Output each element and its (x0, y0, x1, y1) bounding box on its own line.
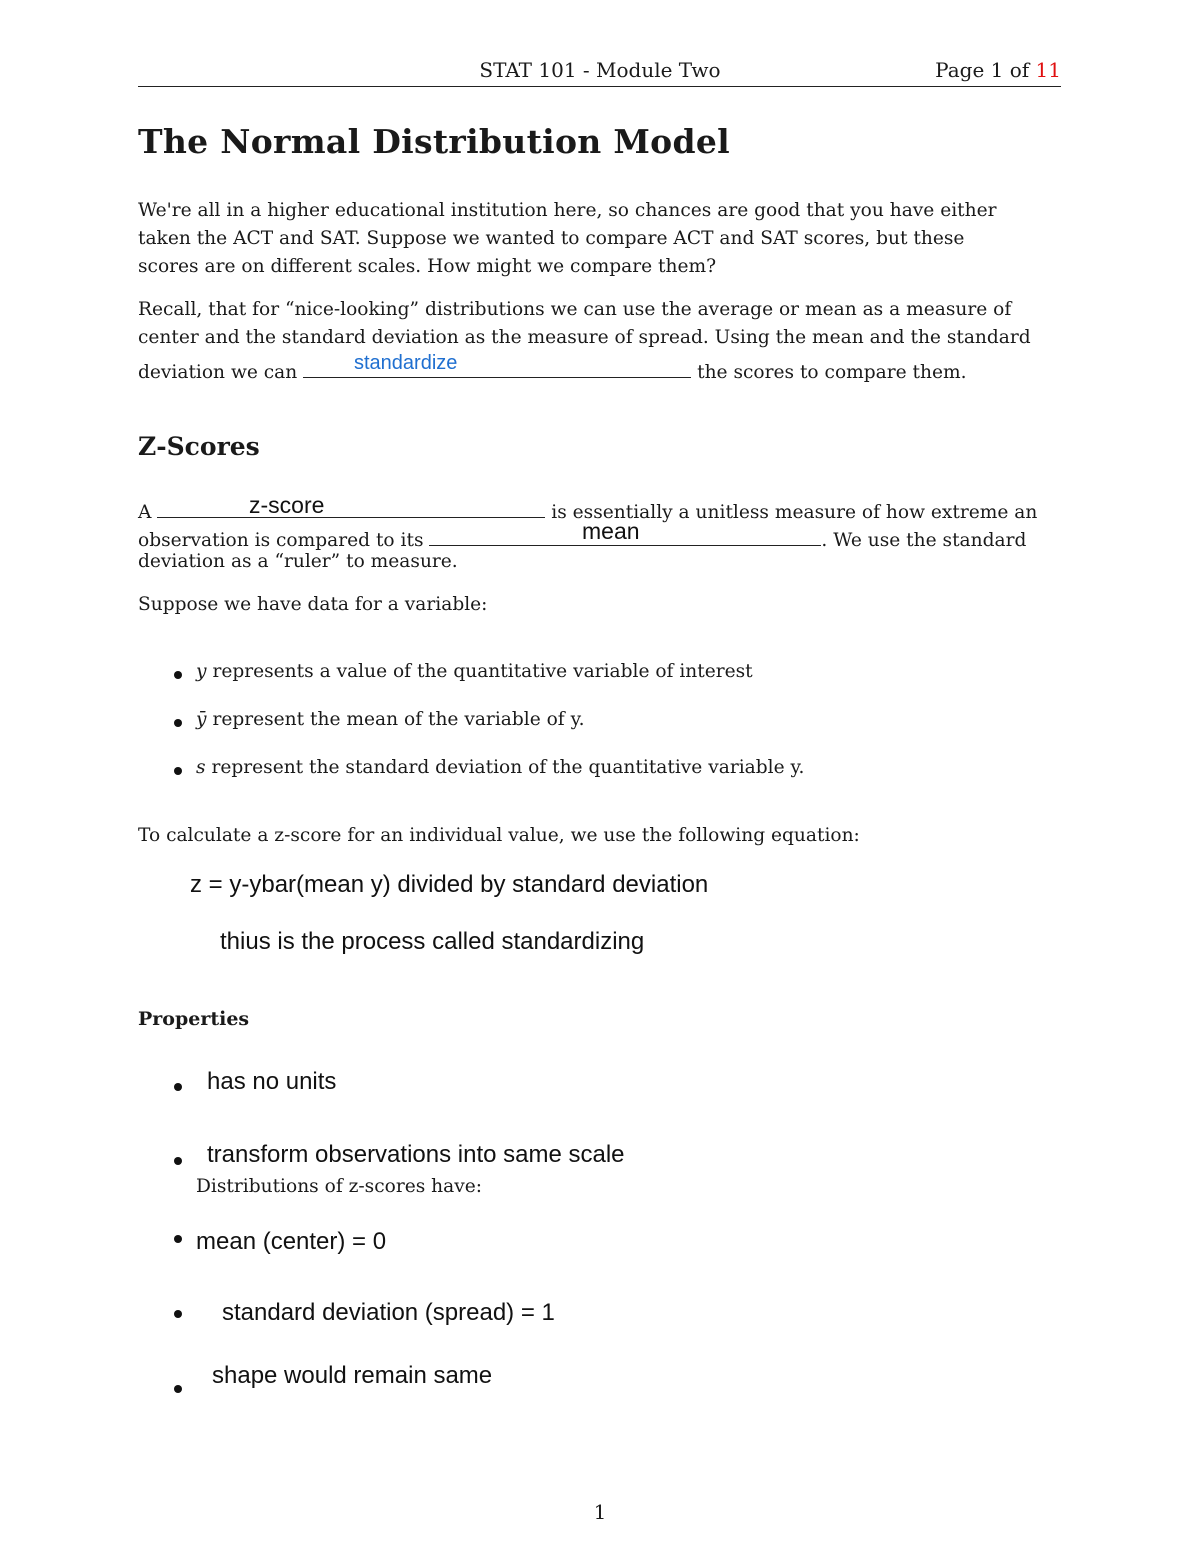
intro-p2-line3-end: the scores to compare them. (697, 362, 967, 383)
subheading-properties: Properties (138, 1008, 250, 1030)
section-heading-zscores: Z-Scores (138, 432, 260, 461)
variable-symbol: y (196, 661, 207, 682)
variable-symbol: s (196, 757, 206, 778)
bullet-dot (174, 1385, 182, 1393)
variable-item-y (196, 661, 753, 682)
zscore-line2-end: . We use the standard (821, 530, 1027, 551)
page-label: Page 1 of (935, 58, 1036, 82)
intro-p2-line2: center and the standard deviation as the measure of spread. Using the mean and the standard (138, 327, 1031, 348)
distribution-item: mean (center) = 0 (196, 1228, 387, 1255)
page-total-link[interactable]: 11 (1035, 58, 1061, 82)
bullet-dot (174, 1157, 182, 1165)
distribution-item: shape would remain same (212, 1362, 493, 1389)
variable-item-ybar (196, 709, 585, 730)
intro-p1-line1: We're all in a higher educational institution here, so chances are good that you have either (138, 200, 997, 221)
variable-desc: represent the mean of the variable of y. (212, 709, 585, 730)
calc-intro: To calculate a z-score for an individual value, we use the following equation: (138, 825, 860, 846)
header-rule (138, 86, 1061, 87)
blank-zscore (157, 495, 545, 518)
property-item: transform observations into same scale (207, 1141, 625, 1168)
bullet-dot (174, 719, 182, 727)
distributions-label: Distributions of z-scores have: (196, 1176, 483, 1197)
header-page-indicator (935, 58, 1061, 82)
header-course-title: STAT 101 - Module Two (479, 58, 721, 82)
zscore-line1-start: A (138, 502, 152, 523)
variable-item-s (196, 757, 804, 778)
variable-symbol: ȳ (196, 709, 207, 730)
bullet-dot (174, 1083, 182, 1091)
intro-p2-line3 (138, 355, 1061, 383)
zscore-line2-start: observation is compared to its (138, 530, 424, 551)
handwritten-answer-zscore: z-score (249, 492, 325, 518)
zscore-line3: deviation as a “ruler” to measure. (138, 551, 458, 572)
intro-p1-line2: taken the ACT and SAT. Suppose we wanted to compare ACT and SAT scores, but these (138, 228, 965, 249)
zscore-line1-end: is essentially a unitless measure of how extreme an (551, 502, 1038, 523)
handwritten-answer-standardize: standardize (354, 352, 458, 374)
distribution-item: standard deviation (spread) = 1 (222, 1299, 555, 1326)
variable-desc: represents a value of the quantitative variable of interest (212, 661, 753, 682)
bullet-dot (174, 1310, 182, 1318)
intro-p2-line1: Recall, that for “nice-looking” distributions we can use the average or mean as a measure of (138, 299, 1012, 320)
bullet-dot (174, 1235, 182, 1243)
handwritten-note: thius is the process called standardizing (220, 928, 645, 955)
property-item: has no units (207, 1068, 337, 1095)
suppose-text: Suppose we have data for a variable: (138, 594, 488, 615)
page-number: 1 (593, 1500, 607, 1524)
intro-p2-line3-start: deviation we can (138, 362, 298, 383)
bullet-dot (174, 671, 182, 679)
handwritten-equation: z = y-ybar(mean y) divided by standard deviation (190, 871, 709, 898)
variable-desc: represent the standard deviation of the quantitative variable y. (211, 757, 805, 778)
handwritten-answer-mean: mean (582, 518, 640, 544)
bullet-dot (174, 767, 182, 775)
intro-p1-line3: scores are on different scales. How might we compare them? (138, 256, 717, 277)
document-title: The Normal Distribution Model (138, 122, 731, 161)
